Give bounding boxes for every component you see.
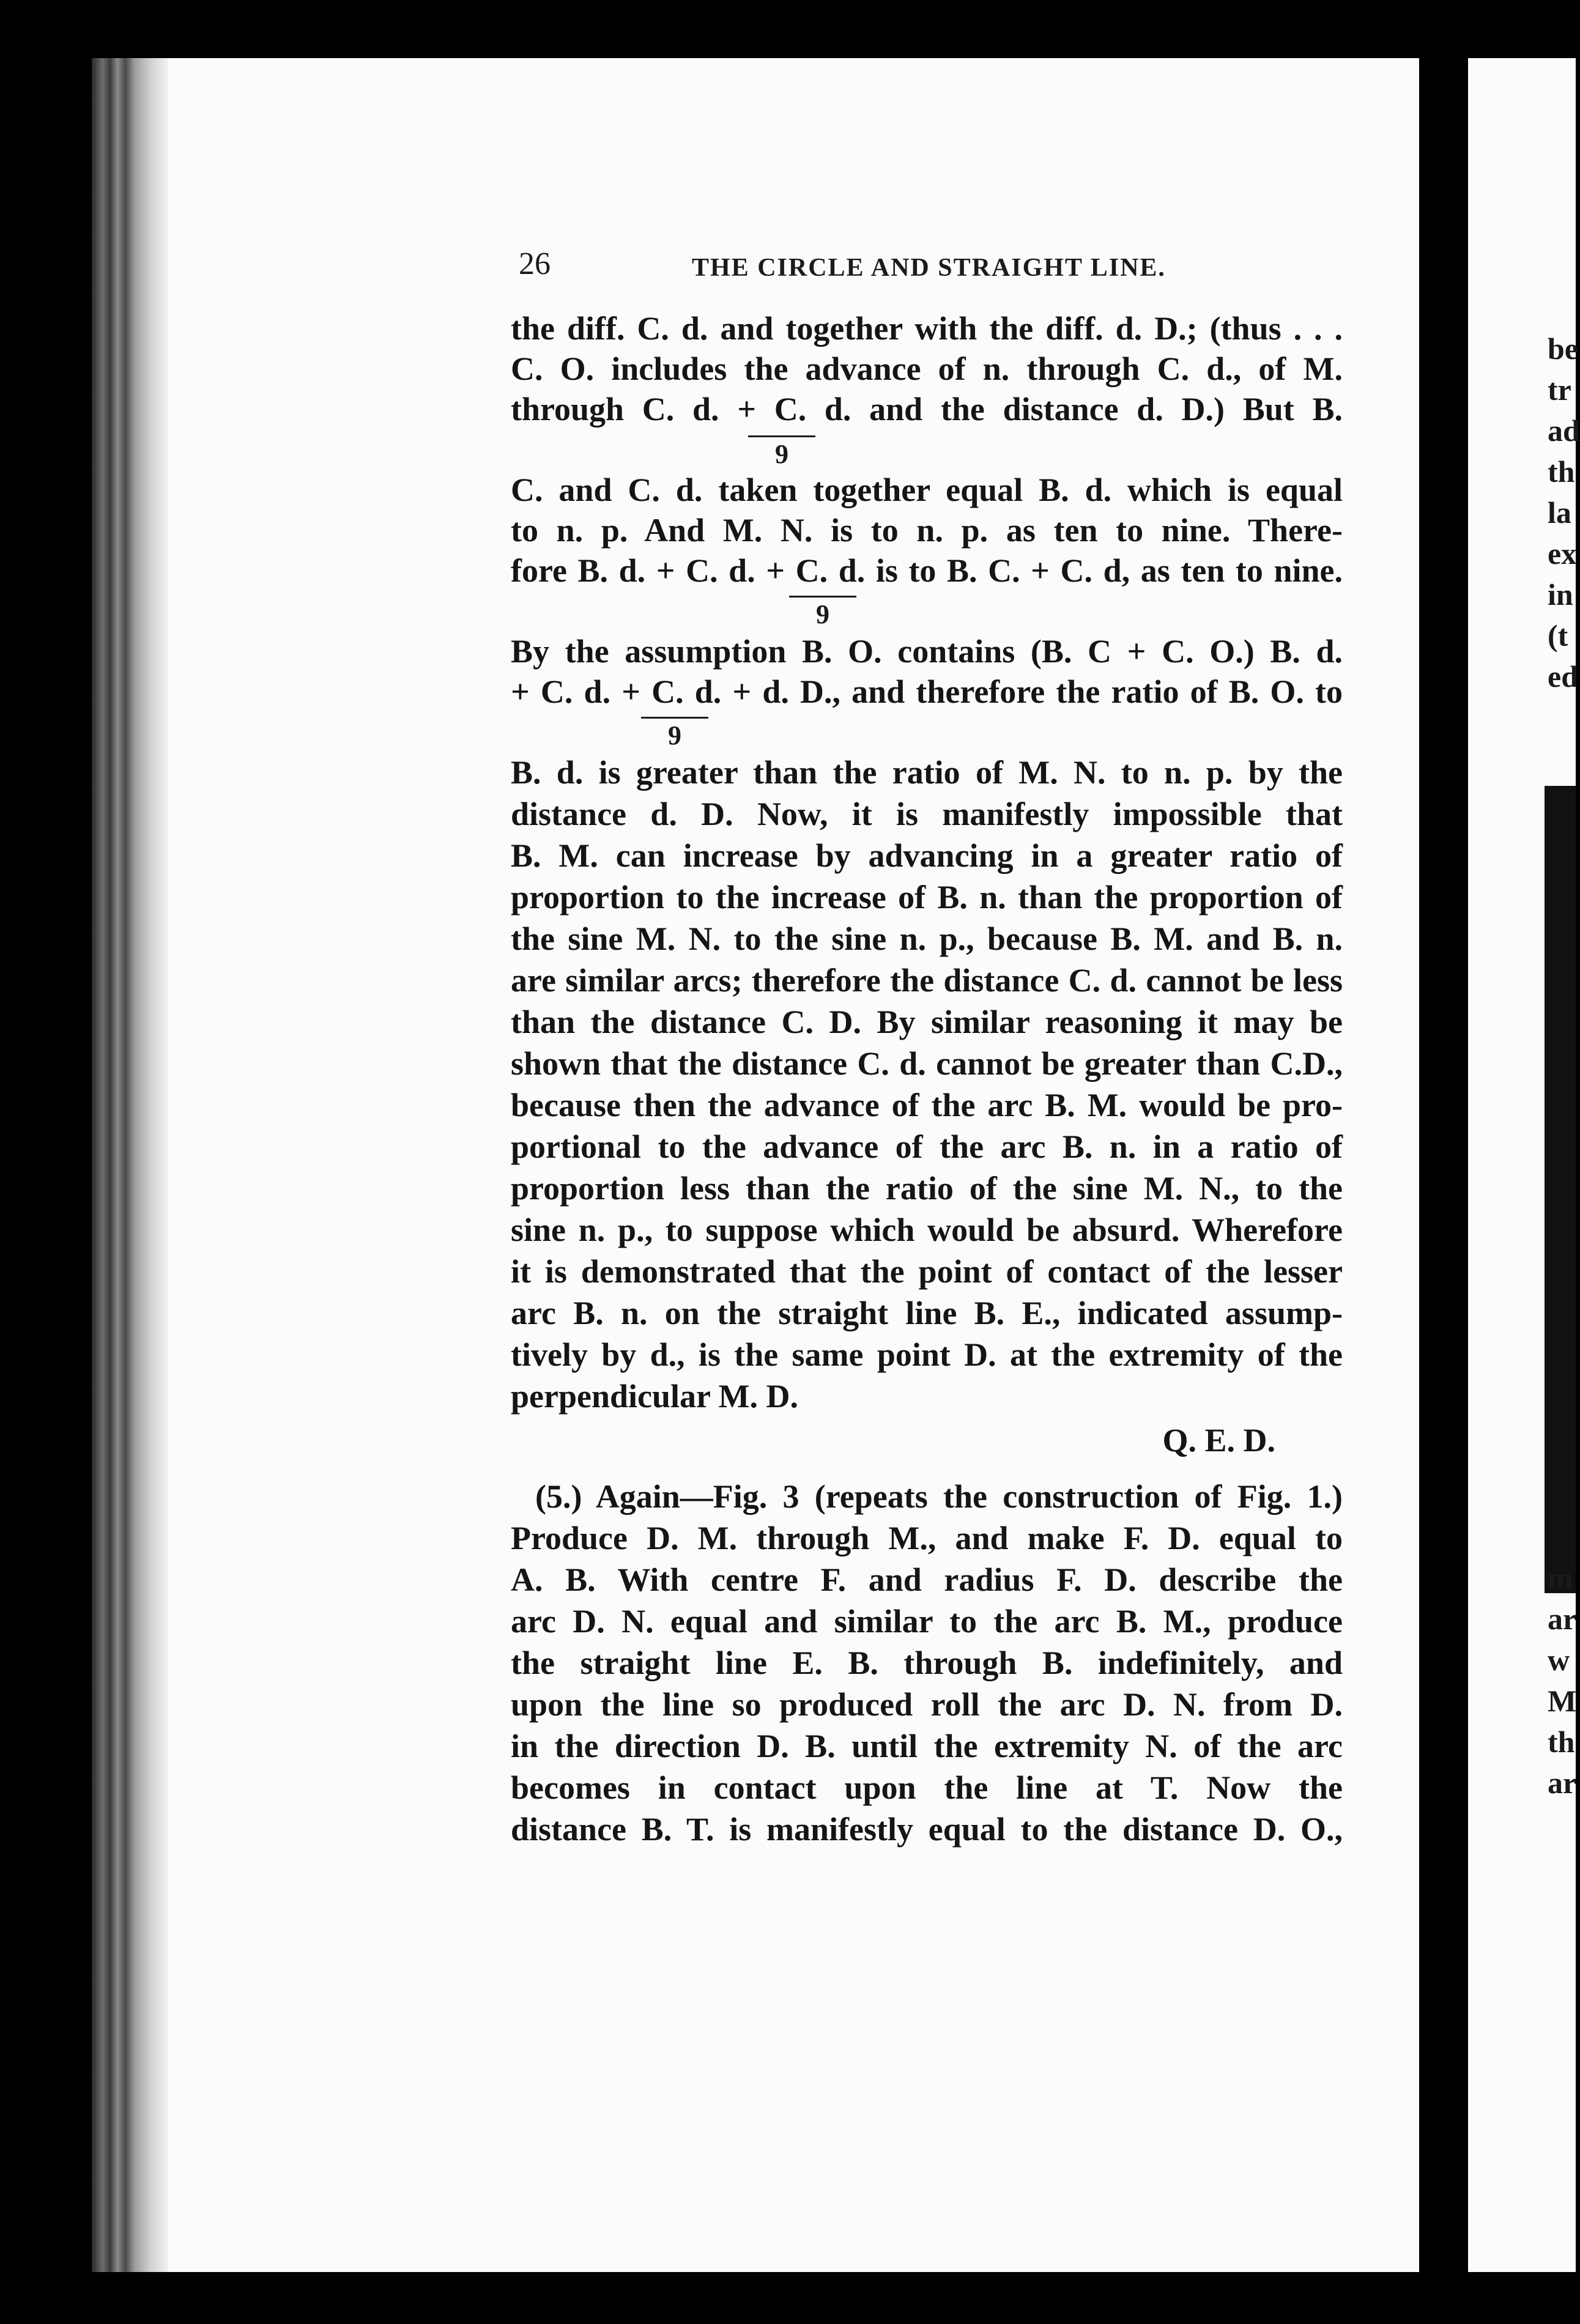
- fraction-denominator: 9: [641, 717, 708, 751]
- text-line: it is demonstrated that the point of contact of the lesser: [511, 1253, 1343, 1290]
- text-line: C. O. includes the advance of n. through C. d., of M.: [511, 350, 1343, 387]
- text-line: in the direction D. B. until the extremity N. of the arc: [511, 1728, 1343, 1764]
- facing-fragment: ar: [1548, 1602, 1577, 1636]
- facing-fragment: ad: [1548, 413, 1580, 448]
- text-line: the diff. C. d. and together with the diff. d. D.; (thus . . .: [511, 310, 1343, 347]
- text-line: (5.) Again—Fig. 3 (repeats the construction of Fig. 1.): [535, 1478, 1343, 1515]
- facing-fragment: M: [1548, 1684, 1577, 1718]
- text-line: through C. d. + C. d. and the distance d. D.) But B.: [511, 391, 1343, 427]
- facing-fragment: ar: [1548, 1766, 1577, 1800]
- running-title: THE CIRCLE AND STRAIGHT LINE.: [692, 254, 1166, 282]
- text-line: Produce D. M. through M., and make F. D. equal to: [511, 1520, 1343, 1556]
- facing-fragment: tr: [1548, 372, 1571, 407]
- text-line: shown that the distance C. d. cannot be greater than C.D.,: [511, 1045, 1343, 1082]
- text-line: arc D. N. equal and similar to the arc B. M., produce: [511, 1603, 1343, 1640]
- facing-page-dark-band: [1545, 786, 1576, 1593]
- text-line: are similar arcs; therefore the distance C. d. cannot be less: [511, 962, 1343, 999]
- text-line: C. and C. d. taken together equal B. d. which is equal: [511, 472, 1343, 508]
- text-line: proportion less than the ratio of the sine M. N., to the: [511, 1170, 1343, 1207]
- facing-fragment: th: [1548, 454, 1575, 489]
- facing-fragment: la: [1548, 495, 1571, 530]
- text-line: By the assumption B. O. contains (B. C + C. O.) B. d.: [511, 633, 1343, 670]
- text-line: A. B. With centre F. and radius F. D. describe the: [511, 1561, 1343, 1598]
- fraction-denominator: 9: [748, 435, 815, 470]
- facing-fragment: in: [1548, 577, 1573, 612]
- text-line: arc B. n. on the straight line B. E., indicated assump-: [511, 1295, 1343, 1331]
- text-line: tively by d., is the same point D. at the extremity of the: [511, 1336, 1343, 1373]
- text-line: portional to the advance of the arc B. n. in a ratio of: [511, 1128, 1343, 1165]
- fraction-denominator: 9: [789, 596, 856, 630]
- text-line: upon the line so produced roll the arc D. N. from D.: [511, 1686, 1343, 1723]
- facing-fragment: (t: [1548, 618, 1568, 653]
- text-line: the sine M. N. to the sine n. p., because B. M. and B. n.: [511, 920, 1343, 957]
- facing-fragment: th: [1548, 1725, 1575, 1759]
- text-line: perpendicular M. D.: [511, 1378, 798, 1415]
- text-line: + C. d. + C. d. + d. D., and therefore the ratio of B. O. to: [511, 673, 1343, 710]
- text-line: to n. p. And M. N. is to n. p. as ten to nine. There-: [511, 512, 1343, 549]
- text-line: fore B. d. + C. d. + C. d. is to B. C. + C. d, as ten to nine.: [511, 552, 1343, 589]
- qed-mark: Q. E. D.: [1162, 1422, 1275, 1459]
- facing-fragment: ed: [1548, 659, 1578, 694]
- page-number: 26: [519, 246, 551, 281]
- text-line: proportion to the increase of B. n. than the proportion of: [511, 879, 1343, 916]
- text-line: B. M. can increase by advancing in a greater ratio of: [511, 837, 1343, 874]
- text-line: distance B. T. is manifestly equal to the distance D. O.,: [511, 1811, 1343, 1848]
- facing-fragment: ex: [1548, 536, 1577, 571]
- text-line: the straight line E. B. through B. indefinitely, and: [511, 1645, 1343, 1681]
- text-line: than the distance C. D. By similar reasoning it may be: [511, 1004, 1343, 1040]
- text-line: distance d. D. Now, it is manifestly impossible that: [511, 796, 1343, 832]
- book-binding-edge: [92, 58, 168, 2272]
- text-line: B. d. is greater than the ratio of M. N. to n. p. by the: [511, 754, 1343, 791]
- facing-fragment: be: [1548, 331, 1578, 366]
- text-line: becomes in contact upon the line at T. Now the: [511, 1769, 1343, 1806]
- text-line: because then the advance of the arc B. M. would be pro-: [511, 1087, 1343, 1123]
- text-line: sine n. p., to suppose which would be absurd. Wherefore: [511, 1212, 1343, 1248]
- facing-fragment: w: [1548, 1643, 1570, 1677]
- facing-fragment: m: [1548, 1561, 1573, 1595]
